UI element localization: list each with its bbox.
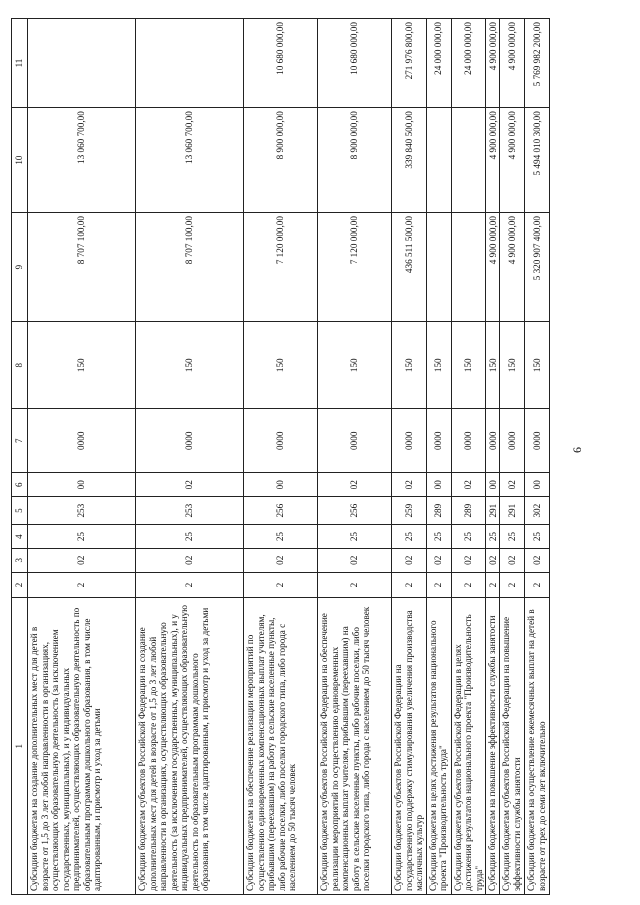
table-row <box>486 19 500 895</box>
row-amount-11: 271 976 800,00 <box>392 19 427 108</box>
table-row <box>318 19 392 895</box>
table-row <box>426 19 451 895</box>
row-code-3: 02 <box>28 548 136 572</box>
row-code-2: 2 <box>500 572 525 598</box>
row-code-2: 2 <box>244 572 318 598</box>
row-code-8: 150 <box>486 322 500 409</box>
row-code-7: 0000 <box>392 409 427 473</box>
row-code-8: 150 <box>451 322 486 409</box>
page-number: 6 <box>570 447 584 453</box>
row-code-2: 2 <box>426 572 451 598</box>
row-amount-9: 5 320 907 400,00 <box>525 213 550 322</box>
row-name: Субсидии бюджетам на осуществление ежемесячных выплат на детей в возрасте от трех до семи лет включительно <box>525 598 550 895</box>
row-amount-9 <box>426 213 451 322</box>
row-code-6: 02 <box>451 473 486 497</box>
row-code-7: 0000 <box>486 409 500 473</box>
row-code-8: 150 <box>500 322 525 409</box>
row-code-6: 02 <box>136 473 244 497</box>
header-cell-2: 2 <box>12 572 28 598</box>
header-cell-6: 6 <box>12 473 28 497</box>
row-amount-9: 8 707 100,00 <box>136 213 244 322</box>
row-amount-9 <box>451 213 486 322</box>
row-code-5: 291 <box>486 497 500 525</box>
row-code-4: 25 <box>500 525 525 549</box>
row-code-5: 289 <box>451 497 486 525</box>
row-code-2: 2 <box>486 572 500 598</box>
row-code-6: 02 <box>318 473 392 497</box>
header-cell-8: 8 <box>12 322 28 409</box>
row-name: Субсидии бюджетам на создание дополнительных мест для детей в возрасте от 1,5 до 3 лет любой направленности в организациях, осуществляющих образовательную деятельность (за исключением государственных, муниципальных), и у индивидуальных предпринимателей, осуществляющих образовательную деятельность по образовательным программам дошкольного образования, в том числе адаптированным, и присмотр и уход за детьми <box>28 598 136 895</box>
row-amount-10: 4 900 000,00 <box>500 108 525 213</box>
header-cell-1: 1 <box>12 598 28 895</box>
row-amount-9: 7 120 000,00 <box>244 213 318 322</box>
row-code-6: 00 <box>28 473 136 497</box>
row-amount-9: 436 511 500,00 <box>392 213 427 322</box>
row-code-4: 25 <box>392 525 427 549</box>
row-code-5: 289 <box>426 497 451 525</box>
header-cell-3: 3 <box>12 548 28 572</box>
row-name: Субсидии бюджетам субъектов Российской Федерации на государственную поддержку стимулирования увеличения производства масличных культур <box>392 598 427 895</box>
row-code-8: 150 <box>318 322 392 409</box>
header-cell-7: 7 <box>12 409 28 473</box>
header-cell-9: 9 <box>12 213 28 322</box>
row-code-4: 25 <box>136 525 244 549</box>
row-name: Субсидии бюджетам субъектов Российской Федерации на повышение эффективности службы занятости <box>500 598 525 895</box>
row-code-6: 00 <box>525 473 550 497</box>
row-code-2: 2 <box>318 572 392 598</box>
row-code-4: 25 <box>244 525 318 549</box>
row-amount-11: 10 680 000,00 <box>318 19 392 108</box>
row-code-4: 25 <box>426 525 451 549</box>
row-code-2: 2 <box>451 572 486 598</box>
row-code-7: 0000 <box>525 409 550 473</box>
row-code-2: 2 <box>525 572 550 598</box>
row-code-6: 00 <box>486 473 500 497</box>
row-code-7: 0000 <box>318 409 392 473</box>
row-code-6: 02 <box>500 473 525 497</box>
row-amount-10: 8 900 000,00 <box>318 108 392 213</box>
row-code-5: 302 <box>525 497 550 525</box>
row-amount-11: 10 680 000,00 <box>244 19 318 108</box>
row-name: Субсидии бюджетам в целях достижения результатов национального проекта "Производительность труда" <box>426 598 451 895</box>
header-cell-11: 11 <box>12 19 28 108</box>
row-amount-11 <box>28 19 136 108</box>
row-code-6: 02 <box>392 473 427 497</box>
row-code-7: 0000 <box>426 409 451 473</box>
table-header-row <box>12 19 28 895</box>
table-row <box>525 19 550 895</box>
budget-table <box>11 18 550 895</box>
row-code-3: 02 <box>500 548 525 572</box>
row-code-3: 02 <box>426 548 451 572</box>
row-name: Субсидии бюджетам на повышение эффективности службы занятости <box>486 598 500 895</box>
row-code-4: 25 <box>28 525 136 549</box>
row-name: Субсидии бюджетам на обеспечение реализации мероприятий по осуществлению единовременных компенсационных выплат учителям, прибывшим (переехавшим) на работу в сельские населенные пункты, либо рабочие поселки, либо поселки городского типа, либо города с населением до 50 тысяч человек <box>244 598 318 895</box>
header-cell-10: 10 <box>12 108 28 213</box>
row-amount-9: 4 900 000,00 <box>486 213 500 322</box>
row-code-7: 0000 <box>244 409 318 473</box>
row-code-7: 0000 <box>500 409 525 473</box>
row-amount-11: 4 900 000,00 <box>500 19 525 108</box>
row-code-7: 0000 <box>136 409 244 473</box>
row-amount-9: 8 707 100,00 <box>28 213 136 322</box>
row-code-3: 02 <box>244 548 318 572</box>
row-code-7: 0000 <box>451 409 486 473</box>
row-amount-10: 4 900 000,00 <box>486 108 500 213</box>
row-code-3: 02 <box>525 548 550 572</box>
row-name: Субсидии бюджетам субъектов Российской Федерации в целях достижения результатов национального проекта "Производительность труда" <box>451 598 486 895</box>
row-code-3: 02 <box>392 548 427 572</box>
row-code-5: 291 <box>500 497 525 525</box>
row-code-5: 253 <box>28 497 136 525</box>
table-row <box>136 19 244 895</box>
row-amount-10 <box>451 108 486 213</box>
row-code-5: 256 <box>244 497 318 525</box>
row-code-7: 0000 <box>28 409 136 473</box>
row-amount-10: 8 900 000,00 <box>244 108 318 213</box>
table-row <box>451 19 486 895</box>
row-code-8: 150 <box>244 322 318 409</box>
row-amount-10 <box>426 108 451 213</box>
table-row <box>28 19 136 895</box>
row-code-3: 02 <box>318 548 392 572</box>
row-amount-10: 5 494 010 300,00 <box>525 108 550 213</box>
table-row <box>500 19 525 895</box>
row-amount-10: 339 840 500,00 <box>392 108 427 213</box>
row-code-6: 00 <box>244 473 318 497</box>
row-code-4: 25 <box>451 525 486 549</box>
row-amount-10: 13 060 700,00 <box>28 108 136 213</box>
row-code-2: 2 <box>28 572 136 598</box>
row-code-3: 02 <box>486 548 500 572</box>
row-code-8: 150 <box>28 322 136 409</box>
row-amount-9: 4 900 000,00 <box>500 213 525 322</box>
row-amount-9: 7 120 000,00 <box>318 213 392 322</box>
row-code-5: 256 <box>318 497 392 525</box>
row-code-8: 150 <box>426 322 451 409</box>
row-code-5: 259 <box>392 497 427 525</box>
row-code-8: 150 <box>392 322 427 409</box>
row-code-4: 25 <box>486 525 500 549</box>
row-code-4: 25 <box>525 525 550 549</box>
header-cell-4: 4 <box>12 525 28 549</box>
row-amount-11: 24 000 000,00 <box>451 19 486 108</box>
row-code-2: 2 <box>392 572 427 598</box>
row-code-4: 25 <box>318 525 392 549</box>
header-cell-5: 5 <box>12 497 28 525</box>
row-name: Субсидии бюджетам субъектов Российской Федерации на создание дополнительных мест для детей в возрасте от 1,5 до 3 лет любой направленности в организациях, осуществляющих образовательную деятельность (за исключением государственных, муниципальных), и у индивидуальных предпринимателей, осуществляющих образовательную деятельность по образовательным программам дошкольного образования, в том числе адаптированным, и присмотр и уход за детьми <box>136 598 244 895</box>
row-code-8: 150 <box>136 322 244 409</box>
row-code-2: 2 <box>136 572 244 598</box>
row-amount-11 <box>136 19 244 108</box>
row-amount-10: 13 060 700,00 <box>136 108 244 213</box>
row-code-6: 00 <box>426 473 451 497</box>
row-code-3: 02 <box>136 548 244 572</box>
row-amount-11: 4 900 000,00 <box>486 19 500 108</box>
row-code-8: 150 <box>525 322 550 409</box>
row-code-3: 02 <box>451 548 486 572</box>
row-name: Субсидии бюджетам субъектов Российской Федерации на обеспечение реализации мероприятий по осуществлению единовременных компенсационных выплат учителям, прибывшим (переехавшим) на работу в сельские населенные пункты, либо рабочие поселки, либо поселки городского типа, либо города с населением до 50 тысяч человек <box>318 598 392 895</box>
row-code-5: 253 <box>136 497 244 525</box>
row-amount-11: 5 769 982 200,00 <box>525 19 550 108</box>
table-row <box>392 19 427 895</box>
table-row <box>244 19 318 895</box>
row-amount-11: 24 000 000,00 <box>426 19 451 108</box>
